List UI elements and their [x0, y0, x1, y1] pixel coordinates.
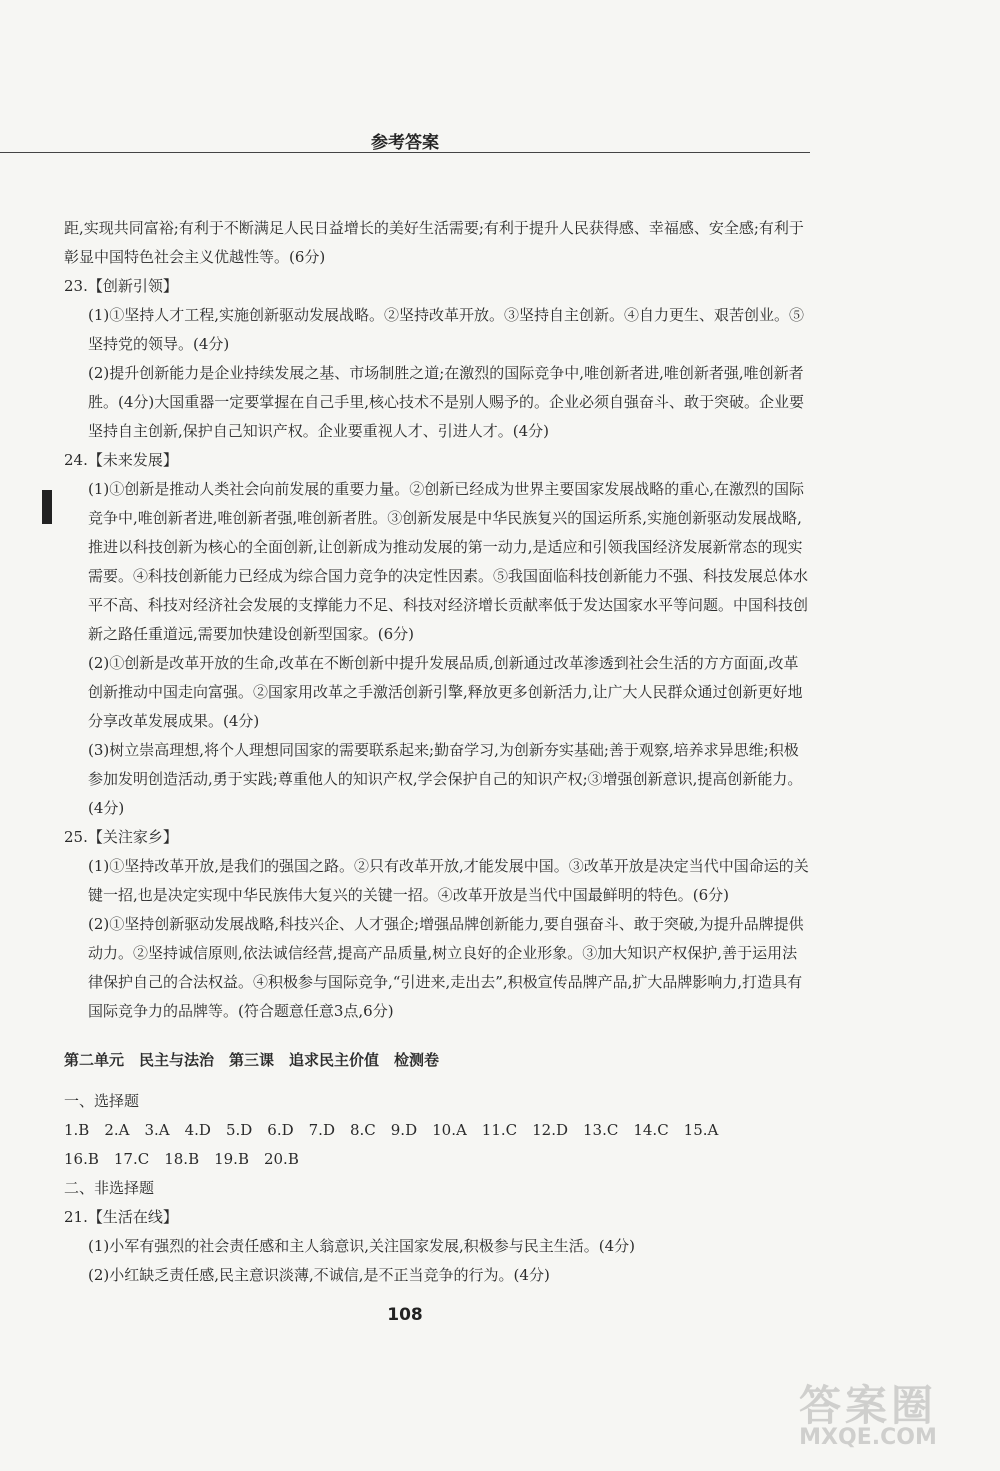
unit-section-title: 第二单元 民主与法治 第三课 追求民主价值 检测卷 — [64, 1051, 440, 1069]
page-header-title: 参考答案 — [371, 133, 439, 153]
question-21-title: 21.【生活在线】 — [64, 1208, 178, 1226]
q23-answer-1: (1)①坚持人才工程,实施创新驱动发展战略。②坚持改革开放。③坚持自主创新。④自力更生、艰苦创业。⑤坚持党的领导。(4分) — [88, 306, 805, 353]
watermark-logo — [758, 1373, 978, 1457]
q24-answer-1: (1)①创新是推动人类社会向前发展的重要力量。②创新已经成为世界主要国家发展战略的重心,在激烈的国际竞争中,唯创新者进,唯创新者强,唯创新者胜。③创新发展是中华民族复兴的国运所系,实施创新驱动发展战略,推进以科技创新为核心的全面创新,让创新成为推动发展的第一动力,是适应和引领我国经济发展新常态的现实需要。④科技创新能力已经成为综合国力竞争的决定性因素。⑤我国面临科技创新能力不强、科技发展总体水平不高、科技对经济社会发展的支撑能力不足、科技对经济增长贡献率低于发达国家水平等问题。中国科技创新之路任重道远,需要加快建设创新型国家。(6分) — [88, 480, 809, 643]
q23-answer-2: (2)提升创新能力是企业持续发展之基、市场制胜之道;在激烈的国际竞争中,唯创新者进,唯创新者强,唯创新者胜。(4分)大国重器一定要掌握在自己手里,核心技术不是别人赐予的。企业必须自强奋斗、敢于突破。企业要坚持自主创新,保护自己知识产权。企业要重视人才、引进人才。(4分) — [88, 364, 805, 440]
q24-answer-2: (2)①创新是改革开放的生命,改革在不断创新中提升发展品质,创新通过改革渗透到社会生活的方方面面,改革创新推动中国走向富强。②国家用改革之手激活创新引擎,释放更多创新活力,让广大人民群众通过创新更好地分享改革发展成果。(4分) — [88, 654, 803, 730]
header-divider — [0, 152, 810, 153]
margin-bar-mark — [42, 490, 52, 524]
multiple-choice-heading: 一、选择题 — [64, 1092, 140, 1110]
choice-answers-row-2: 16.B 17.C 18.B 19.B 20.B — [64, 1150, 299, 1168]
q21-answer-2: (2)小红缺乏责任感,民主意识淡薄,不诚信,是不正当竞争的行为。(4分) — [88, 1266, 550, 1284]
answer-content — [64, 214, 812, 1290]
watermark-url: MXQE.COM — [799, 1425, 937, 1450]
q25-answer-2: (2)①坚持创新驱动发展战略,科技兴企、人才强企;增强品牌创新能力,要自强奋斗、敢于突破,为提升品牌提供动力。②坚持诚信原则,依法诚信经营,提高产品质量,树立良好的企业形象。③加大知识产权保护,善于运用法律保护自己的合法权益。④积极参与国际竞争,“引进来,走出去”,积极宣传品牌产品,扩大品牌影响力,打造具有国际竞争力的品牌等。(符合题意任意3点,6分) — [88, 915, 804, 1020]
question-23-title: 23.【创新引领】 — [64, 277, 178, 295]
question-24-title: 24.【未来发展】 — [64, 451, 178, 469]
non-choice-heading: 二、非选择题 — [64, 1179, 155, 1197]
question-25-title: 25.【关注家乡】 — [64, 828, 178, 846]
page-number: 108 — [387, 1305, 423, 1325]
continued-answer-text: 距,实现共同富裕;有利于不断满足人民日益增长的美好生活需要;有利于提升人民获得感、幸福感、安全感;有利于彰显中国特色社会主义优越性等。(6分) — [64, 219, 804, 266]
q21-answer-1: (1)小军有强烈的社会责任感和主人翁意识,关注国家发展,积极参与民主生活。(4分) — [88, 1237, 636, 1255]
q24-answer-3: (3)树立崇高理想,将个人理想同国家的需要联系起来;勤奋学习,为创新夯实基础;善于观察,培养求异思维;积极参加发明创造活动,勇于实践;尊重他人的知识产权,学会保护自己的知识产权;③增强创新意识,提高创新能力。(4分) — [88, 741, 803, 817]
watermark-glyphs: 答案圈 — [798, 1381, 937, 1430]
q25-answer-1: (1)①坚持改革开放,是我们的强国之路。②只有改革开放,才能发展中国。③改革开放是决定当代中国命运的关键一招,也是决定实现中华民族伟大复兴的关键一招。④改革开放是当代中国最鲜明的特色。(6分) — [88, 857, 809, 904]
choice-answers-row-1: 1.B 2.A 3.A 4.D 5.D 6.D 7.D 8.C 9.D 10.A 11.C 12.D 13.C 14.C 15.A — [64, 1121, 719, 1139]
